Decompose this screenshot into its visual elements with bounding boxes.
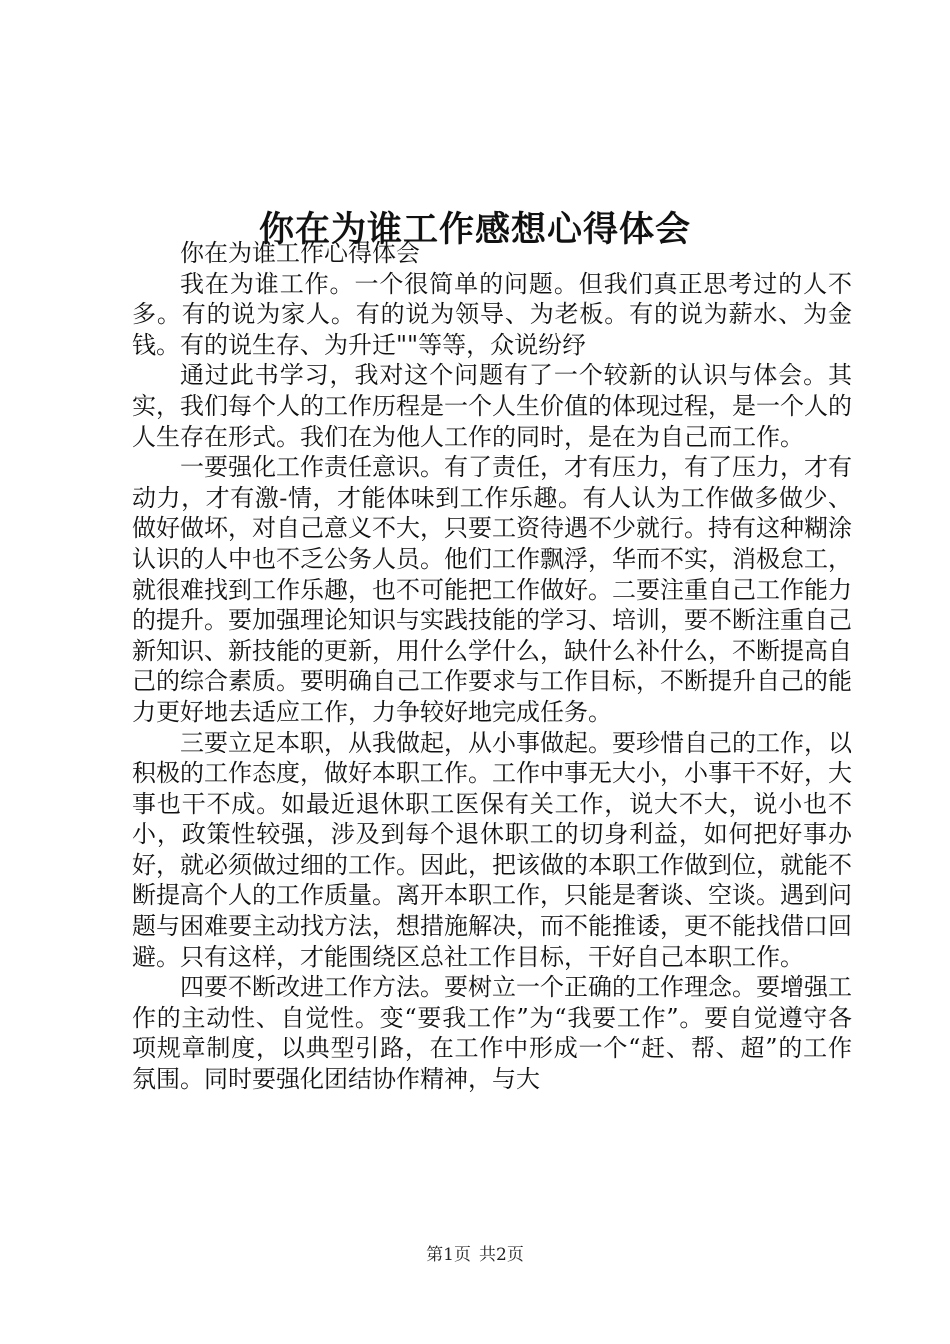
page-total: 共2页 — [479, 1245, 524, 1265]
page-footer — [0, 1243, 950, 1267]
document-body — [132, 238, 852, 1095]
paragraph-point-four: 四要不断改进工作方法。要树立一个正确的工作理念。要增强工作的主动性、自觉性。变“要我工作”为“我要工作”。要自觉遵守各项规章制度，以典型引路，在工作中形成一个“赶、帮、超”的工作氛围。同时要强化团结协作精神，与大 — [132, 973, 852, 1094]
page-number: 第1页 — [426, 1245, 471, 1265]
paragraph-reflection: 通过此书学习，我对这个问题有了一个较新的认识与体会。其实，我们每个人的工作历程是一个人生价值的体现过程，是一个人的人生存在形式。我们在为他人工作的同时，是在为自己而工作。 — [132, 361, 852, 451]
paragraph-subtitle: 你在为谁工作心得体会 — [180, 239, 420, 267]
paragraph-intro: 我在为谁工作。一个很简单的问题。但我们真正思考过的人不多。有的说为家人。有的说为领导、为老板。有的说为薪水、为金钱。有的说生存、为升迁""等等，众说纷纾 — [132, 269, 852, 359]
document-title: 你在为谁工作感想心得体会 — [258, 209, 691, 251]
paragraph-point-three: 三要立足本职，从我做起，从小事做起。要珍惜自己的工作，以积极的工作态度，做好本职工作。工作中事无大小，小事干不好，大事也干不成。如最近退休职工医保有关工作，说大不大，说小也不小，政策性较强，涉及到每个退休职工的切身利益，如何把好事办好，就必须做过细的工作。因此，把该做的本职工作做到位，就能不断提高个人的工作质量。离开本职工作，只能是奢谈、空谈。遇到问题与困难要主动找方法，想措施解决，而不能推诿，更不能找借口回避。只有这样，才能围绕区总社工作目标，干好自己本职工作。 — [132, 728, 852, 971]
paragraph-point-one-two: 一要强化工作责任意识。有了责任，才有压力，有了压力，才有动力，才有激-情，才能体味到工作乐趣。有人认为工作做多做少、做好做坏，对自己意义不大，只要工资待遇不少就行。持有这种糊涂认识的人中也不乏公务人员。他们工作飘浮，华而不实，消极怠工，就很难找到工作乐趣，也不可能把工作做好。二要注重自己工作能力的提升。要加强理论知识与实践技能的学习、培训，要不断注重自己新知识、新技能的更新，用什么学什么，缺什么补什么，不断提高自己的综合素质。要明确自己工作要求与工作目标，不断提升自己的能力更好地去适应工作，力争较好地完成任务。 — [132, 453, 852, 726]
